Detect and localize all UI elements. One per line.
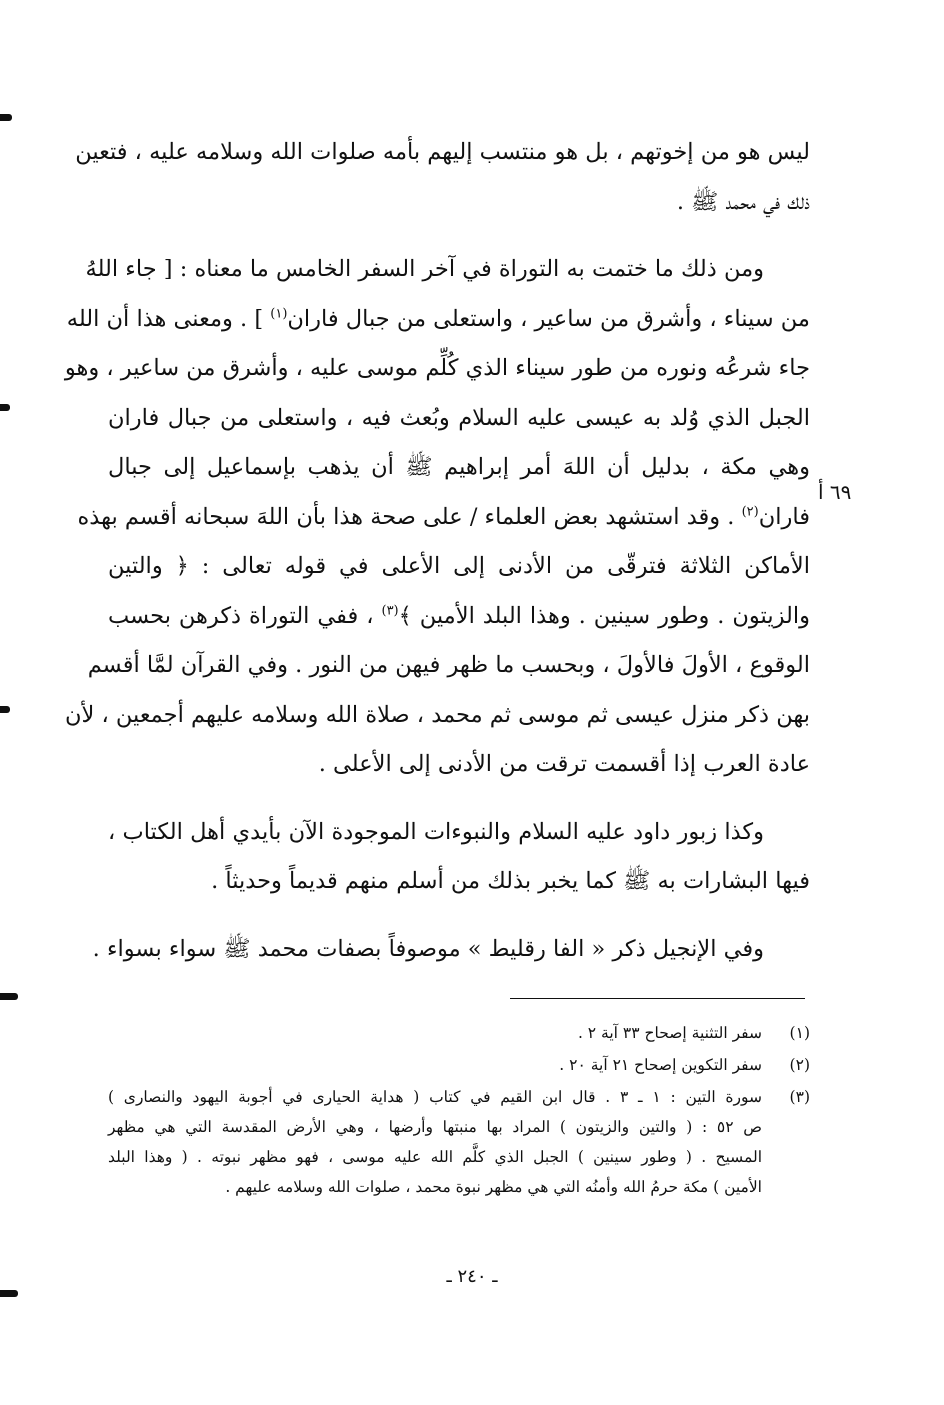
footnote-divider xyxy=(510,998,805,999)
manuscript-folio-note: ٦٩ أ xyxy=(818,480,852,504)
text-line xyxy=(108,592,810,642)
footnote-text xyxy=(108,1082,762,1202)
text-line: المسيح . ( وطور سينين ) الجبل الذي كلَّم الله عليه موسى ، فهو مظهر نبوته . ( وهذا البلد xyxy=(108,1148,762,1166)
footnote-text xyxy=(108,1050,762,1080)
text-line: الأمين ) مكة حرمُ الله وأمنُه التي هي مظهر نبوة محمد ، صلوات الله وسلامه عليهم . xyxy=(225,1178,762,1196)
footnote-number: (٣) xyxy=(789,1088,810,1106)
text-line: ص ٥٢ : ( والتين والزيتون ) المراد بها منبتها وأرضها ، وهي الأرض المقدسة التي هي مظهر xyxy=(108,1118,762,1136)
text-line: عادة العرب إذا أقسمت ترقت من الأدنى إلى الأعلى . xyxy=(318,751,810,777)
text-line: الوقوع ، الأولَ فالأولَ ، وبحسب ما ظهر فيهن من النور . وفي القرآن لمَّا أقسم xyxy=(87,652,810,678)
scan-edge-mark xyxy=(0,1290,18,1297)
text-line: بهن ذكر منزل عيسى ثم موسى ثم محمد ، صلاة الله وسلامه عليهم أجمعين ، لأن xyxy=(64,701,810,728)
text-line: سفر التثنية إصحاح ٣٣ آية ٢ . xyxy=(577,1024,762,1042)
text-segment: والزيتون . وطور سينين . وهذا البلد الأمين ﴾ xyxy=(398,602,810,629)
text-segment: من سيناء ، وأشرق من ساعير ، واستعلى من جبال فاران xyxy=(287,305,810,332)
footnote-number: (٢) xyxy=(789,1056,810,1074)
footnote xyxy=(108,1050,810,1080)
paragraph-4 xyxy=(92,925,810,975)
text-line: جاء شرعُه ونوره من طور سيناء الذي كُلِّم موسى عليه ، وأشرق من ساعير ، وهو xyxy=(64,355,810,381)
scan-edge-mark xyxy=(0,404,10,411)
paragraph-2 xyxy=(64,245,810,790)
text-line: الجبل الذي وُلد به عيسى عليه السلام وبُعث فيه ، واستعلى من جبال فاران xyxy=(108,404,810,431)
text-line: فيها البشارات به ﷺ كما يخبر بذلك من أسلم منهم قديماً وحديثاً . xyxy=(211,868,810,894)
paragraph-1 xyxy=(75,128,810,227)
scan-edge-mark xyxy=(0,993,18,1000)
paragraph-3 xyxy=(108,808,810,907)
scan-edge-mark xyxy=(0,114,12,121)
footnote-ref: (١) xyxy=(270,306,288,321)
text-line: وكذا زبور داود عليه السلام والنبوءات الموجودة الآن بأيدي أهل الكتاب ، xyxy=(108,818,764,845)
page-number: ـ ٢٤٠ ـ xyxy=(446,1266,498,1287)
text-line xyxy=(77,493,810,543)
scan-edge-mark xyxy=(0,706,10,713)
footnote-ref: (٢) xyxy=(741,504,759,519)
text-line: سفر التكوين إصحاح ٢١ آية ٢٠ . xyxy=(559,1056,762,1074)
text-segment: ، ففي التوراة ذكرهن بحسب xyxy=(108,602,374,629)
footnote-ref: (٣) xyxy=(381,603,399,618)
footnote-number: (١) xyxy=(789,1024,810,1042)
footnote xyxy=(108,1082,810,1202)
text-line: وهي مكة ، بدليل أن اللهَ أمر إبراهيم ﷺ أن يذهب بإسماعيل إلى جبال xyxy=(108,454,810,480)
text-line: ومن ذلك ما ختمت به التوراة في آخر السفر الخامس ما معناه : [ جاء اللهُ xyxy=(85,256,764,282)
text-segment: فاران xyxy=(758,503,810,530)
footnote-text xyxy=(108,1018,762,1048)
footnotes xyxy=(108,1018,810,1204)
footnote xyxy=(108,1018,810,1048)
text-line: وفي الإنجيل ذكر « الفا رقليط » موصوفاً بصفات محمد ﷺ سواء بسواء . xyxy=(92,935,764,962)
text-segment: . وقد استشهد بعض العلماء / على صحة هذا بأن اللهَ سبحانه أقسم بهذه xyxy=(77,503,735,530)
text-line: ليس هو من إخوتهم ، بل هو منتسب إليهم بأمه صلوات الله وسلامه عليه ، فتعين xyxy=(75,139,810,165)
text-line: سورة التين : ١ ـ ٣ . قال ابن القيم في كتاب ( هداية الحيارى في أجوبة اليهود والنصارى ) xyxy=(108,1088,762,1106)
text-line xyxy=(66,295,810,345)
text-line: ذلك في محمد ﷺ . xyxy=(676,188,810,215)
text-segment: ] . ومعنى هذا أن الله xyxy=(66,305,264,332)
text-line: الأماكن الثلاثة فترقّى من الأدنى إلى الأعلى في قوله تعالى : ﴿ والتين xyxy=(108,553,810,579)
main-text xyxy=(64,128,810,974)
